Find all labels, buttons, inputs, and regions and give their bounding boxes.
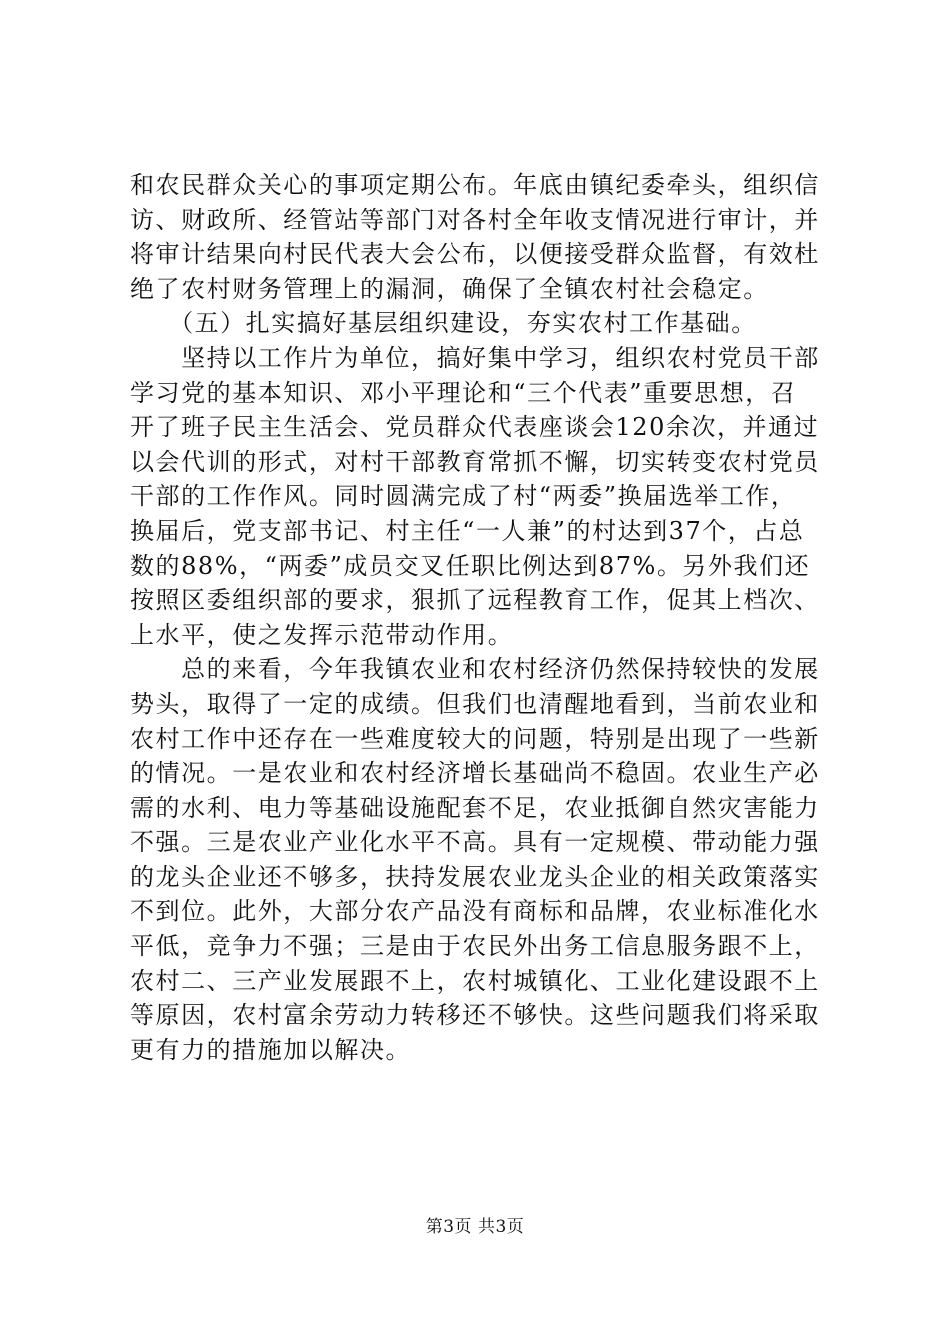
text-line: 势头，取得了一定的成绩。但我们也清醒地看到，当前农业和 (130, 689, 820, 718)
text-line: 按照区委组织部的要求，狠抓了远程教育工作，促其上档次、 (130, 586, 820, 615)
text-line: 总的来看，今年我镇农业和农村经济仍然保持较快的发展 (130, 655, 820, 684)
text-line: 访、财政所、经管站等部门对各村全年收支情况进行审计，并 (130, 205, 820, 234)
text-line: 数的88%，“两委”成员交叉任职比例达到87%。另外我们还 (130, 551, 811, 580)
text-line: 需的水利、电力等基础设施配套不足，农业抵御自然灾害能力 (130, 793, 820, 822)
text-line: 上水平，使之发挥示范带动作用。 (130, 620, 514, 649)
text-line: 更有力的措施加以解决。 (130, 1035, 412, 1064)
text-line: 绝了农村财务管理上的漏洞，确保了全镇农村社会稳定。 (130, 274, 769, 303)
text-line: 不到位。此外，大部分农产品没有商标和品牌，农业标准化水 (130, 897, 820, 926)
text-line: 的龙头企业还不够多，扶持发展农业龙头企业的相关政策落实 (130, 862, 820, 891)
text-line: 等原因，农村富余劳动力转移还不够快。这些问题我们将采取 (130, 1001, 820, 1030)
text-line: 干部的工作作风。同时圆满完成了村“两委”换届选举工作， (130, 482, 797, 511)
text-line: 换届后，党支部书记、村主任“一人兼”的村达到37个，占总 (130, 516, 805, 545)
text-line: 平低，竞争力不强；三是由于农民外出务工信息服务跟不上， (130, 932, 820, 961)
text-line: 坚持以工作片为单位，搞好集中学习，组织农村党员干部 (130, 343, 820, 372)
text-line: 学习党的基本知识、邓小平理论和“三个代表”重要思想，召 (130, 378, 797, 407)
text-line: 农村工作中还存在一些难度较大的问题，特别是出现了一些新 (130, 724, 820, 753)
text-line: 以会代训的形式，对村干部教育常抓不懈，切实转变农村党员 (130, 447, 820, 476)
section-heading: （五）扎实搞好基层组织建设，夯实农村工作基础。 (130, 309, 757, 338)
text-line: 开了班子民主生活会、党员群众代表座谈会120余次，并通过 (130, 413, 820, 442)
text-line: 农村二、三产业发展跟不上，农村城镇化、工业化建设跟不上 (130, 966, 820, 995)
text-line: 不强。三是农业产业化水平不高。具有一定规模、带动能力强 (130, 828, 820, 857)
text-line: 和农民群众关心的事项定期公布。年底由镇纪委牵头，组织信 (130, 171, 820, 199)
document-body (130, 168, 830, 1067)
page-footer: 第3页 共3页 (425, 1217, 525, 1237)
text-line: 的情况。一是农业和农村经济增长基础尚不稳固。农业生产必 (130, 759, 820, 788)
text-line: 将审计结果向村民代表大会公布，以便接受群众监督，有效杜 (130, 240, 820, 269)
